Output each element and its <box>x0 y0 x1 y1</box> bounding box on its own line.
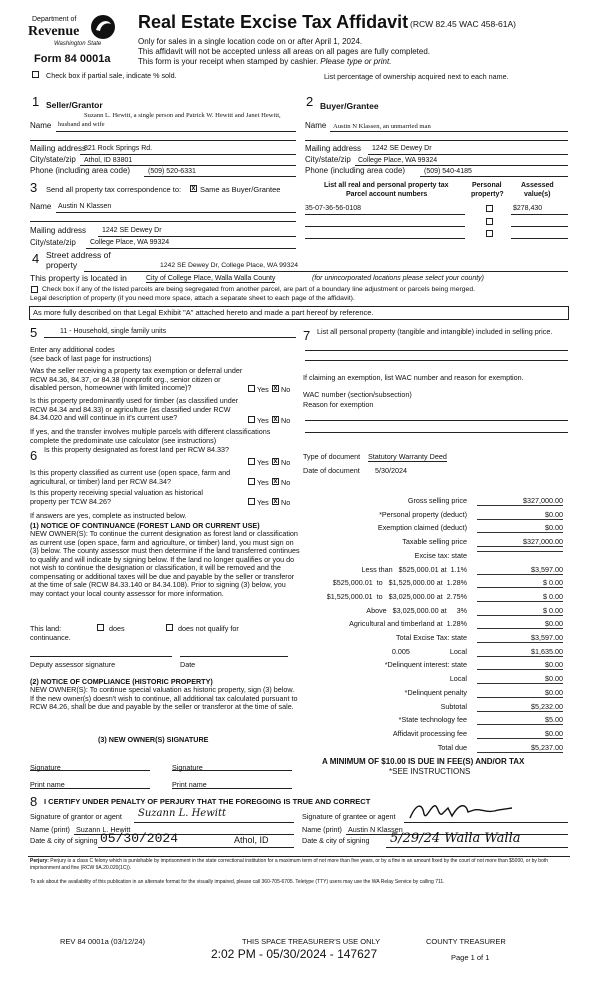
personal-header-1: Personal <box>472 182 502 189</box>
timber-question: Is this property predominantly used for timber (as classified under RCW 84.34 and 84.33) or agriculture (as classified under RCW 84.34.020 and will continue in it's current use? <box>30 396 239 422</box>
corr-mailing-label: Mailing address <box>30 226 87 235</box>
fee-label: Taxable selling price <box>402 537 467 547</box>
seller-city-value[interactable]: Athol, ID 83801 <box>84 157 133 164</box>
buyer-name-value[interactable]: Austin N Klassen, an unmarried man <box>333 123 431 130</box>
fee-row <box>305 551 563 563</box>
forest-yes-label: Yes <box>257 458 269 467</box>
current-use-question: Is this property classified as current use (open space, farm and agricultural, or timber) land per RCW 84.34? <box>30 468 231 486</box>
seller-mailing-value[interactable]: 821 Rock Springs Rd. <box>84 145 153 152</box>
header-note-2: This affidavit will not be accepted unless all areas on all pages are fully completed. <box>138 47 431 56</box>
fee-value[interactable]: $5.00 <box>477 715 563 725</box>
owner-signature-label-2: Signature <box>172 763 203 772</box>
fee-label: Subtotal <box>440 701 467 711</box>
same-as-buyer-label: Same as Buyer/Grantee <box>200 185 281 194</box>
section-3-number: 3 <box>30 180 38 195</box>
print-note: Please type or print. <box>320 57 392 66</box>
new-owner-signature-title: (3) NEW OWNER(S) SIGNATURE <box>98 735 209 744</box>
compliance-title: (2) NOTICE OF COMPLIANCE (HISTORIC PROPERTY) <box>30 677 213 686</box>
buyer-name-label: Name <box>305 121 327 130</box>
grantee-date-value[interactable]: 5/29/24 Walla Walla <box>390 831 521 846</box>
fee-label: Excise tax: state <box>414 550 467 560</box>
timber-no-checkbox[interactable]: x <box>273 416 278 423</box>
legal-description-label: Legal description of property (if you need more space, attach a separate sheet to each page of the affidavit). <box>30 295 355 302</box>
seller-phone-label: Phone (including area code) <box>30 166 131 175</box>
doc-type-value[interactable]: Statutory Warranty Deed <box>368 452 447 461</box>
fee-label: *Delinquent penalty <box>404 687 467 697</box>
doc-date-label: Date of document <box>303 466 360 475</box>
fee-row <box>305 660 563 672</box>
corr-name-value[interactable]: Austin N Klassen <box>58 203 112 210</box>
fee-value[interactable]: $1,635.00 <box>477 647 563 657</box>
current-use-no-checkbox[interactable]: x <box>273 478 278 485</box>
fee-row <box>305 523 563 535</box>
exemption-no-label: No <box>281 385 291 394</box>
parcel-header-1: List all real and personal property tax <box>324 182 449 189</box>
fee-value[interactable]: $5,232.00 <box>477 702 563 712</box>
deputy-signature-label: Deputy assessor signature <box>30 660 116 669</box>
grantee-date-label: Date & city of signing <box>302 836 370 845</box>
fee-value[interactable]: $0.00 <box>477 660 563 670</box>
fee-value[interactable]: $327,000.00 <box>477 537 563 547</box>
buyer-city-value[interactable]: College Place, WA 99324 <box>358 157 438 164</box>
street-address-value[interactable]: 1242 SE Dewey Dr, College Place, WA 99324 <box>160 262 299 269</box>
seller-phone-value[interactable]: (509) 520-6331 <box>148 168 196 175</box>
revision-label: REV 84 0001a (03/12/24) <box>60 937 146 946</box>
timber-yes-label: Yes <box>257 416 269 425</box>
exemption-question: Was the seller receiving a property tax exemption or deferral under RCW 84.36, 84.37, or 84.38 (nonprofit org., senior citizen or disabled person, homeowner with limited income)? <box>30 366 243 392</box>
additional-codes-label-1: Enter any additional codes <box>30 345 115 354</box>
fee-value[interactable]: $0.00 <box>477 674 563 684</box>
corr-mailing-value[interactable]: 1242 SE Dewey Dr <box>102 227 162 234</box>
buyer-city-label: City/state/zip <box>305 155 351 164</box>
same-as-buyer-checkbox[interactable]: x <box>191 185 196 192</box>
fee-label: Above $3,025,000.00 at 3% <box>366 605 467 615</box>
revenue-label: Revenue <box>28 24 80 39</box>
fee-value[interactable]: $5,237.00 <box>477 743 563 753</box>
buyer-title: Buyer/Grantee <box>320 101 379 111</box>
fee-row <box>305 565 563 577</box>
compliance-body: NEW OWNER(S): To continue special valuation as historic property, sign (3) below. If the new owner(s) doesn't wish to continue, all additional tax calculated pursuant to RCW 84.26, shall be due and payable by the seller or transferor at the time of sale. <box>30 685 298 711</box>
fee-value[interactable] <box>477 551 563 552</box>
owner-signature-label-1: Signature <box>30 763 61 772</box>
grantor-date-value[interactable]: 05/30/2024 <box>100 831 179 846</box>
fee-row <box>305 510 563 522</box>
grantee-name-label: Name (print) <box>302 825 342 834</box>
fee-row <box>305 578 563 590</box>
section-5-number: 5 <box>30 325 38 340</box>
grantee-signature-scribble[interactable] <box>408 800 518 822</box>
fee-row <box>305 743 563 755</box>
ownership-note: List percentage of ownership acquired next to each name. <box>324 72 509 81</box>
section-6-number: 6 <box>30 448 38 463</box>
fee-row <box>305 647 563 659</box>
located-note: (for unincorporated locations please select your county) <box>312 275 484 282</box>
historic-no-checkbox[interactable]: x <box>273 498 278 505</box>
fee-row <box>305 619 563 631</box>
fee-row <box>305 729 563 741</box>
fee-value[interactable]: $0.00 <box>477 619 563 629</box>
grantor-signature-value[interactable]: Suzann L. Hewitt <box>138 808 227 819</box>
reason-label: Reason for exemption <box>303 400 374 409</box>
fee-row <box>305 606 563 618</box>
seller-title: Seller/Grantor <box>46 100 103 110</box>
located-value[interactable]: City of College Place, Walla Walla County <box>146 275 276 282</box>
wac-label: WAC number (section/subsection) <box>303 390 412 399</box>
perjury-text: Perjury is a class C felony which is punishable by imprisonment in the state correctional institution for a maximum term of not more than five years, or by a fine in an amount fixed by the court of not more than $5000, or by both imprisonment and fine (RCW 9A.20.020(1C)). <box>30 858 549 871</box>
county-treasurer-label: COUNTY TREASURER <box>426 937 506 946</box>
this-land-label: This land: <box>30 624 62 633</box>
doc-date-value[interactable]: 5/30/2024 <box>375 466 407 475</box>
continuance-body: NEW OWNER(S): To continue the current designation as forest land or classification as current use (open space, farm and agriculture, or timber) land, you must sign on (3) below. The county assessor must then determine if the land transferred continues to qualify and will indicate by signing below. If the land no longer qualifies or you do not wish to continue the designation or classification, it will be removed and the compensating or additional taxes will be due and payable by the seller or transferor at the time of sale (RCW 84.33.140 or 84.34.108). Prior to signing (3) below, you may contact your local county assessor for more information. <box>30 529 300 598</box>
washington-state-label: Washington State <box>54 41 102 47</box>
grantor-signature-label: Signature of grantor or agent <box>30 812 122 821</box>
buyer-phone-value[interactable]: (509) 540-4185 <box>424 168 472 175</box>
legal-description-value: As more fully described on that Legal Exhibit "A" attached hereto and made a part hereof by reference. <box>33 308 374 317</box>
section-8-number: 8 <box>30 794 38 809</box>
buyer-mailing-label: Mailing address <box>305 144 362 153</box>
multiple-parcels-note: If yes, and the transfer involves multiple parcels with different classifications complete the predominate use calculator (see instructions) <box>30 427 271 445</box>
grantor-name-value[interactable]: Suzann L. Hewitt <box>76 825 131 834</box>
fee-row <box>305 592 563 604</box>
section-1-number: 1 <box>32 94 40 109</box>
continuance-label: continuance. <box>30 633 71 642</box>
fee-value[interactable]: $0.00 <box>477 729 563 739</box>
fee-label: *Delinquent interest: state <box>384 660 467 670</box>
fee-label: *State technology fee <box>398 715 467 725</box>
fee-label: Total Excise Tax: state <box>396 633 467 642</box>
fee-row <box>305 715 563 727</box>
grantee-signature-label: Signature of grantee or agent <box>302 812 396 821</box>
parcel-header-2: Parcel account numbers <box>346 191 428 198</box>
form-title: Real Estate Excise Tax Affidavit <box>138 12 409 32</box>
grantor-city-value[interactable]: Athol, ID <box>234 835 269 845</box>
current-use-yes-label: Yes <box>257 478 269 487</box>
current-use-no-label: No <box>281 478 291 487</box>
section-7-number: 7 <box>303 328 311 343</box>
section-4-number: 4 <box>32 251 40 266</box>
fee-value[interactable]: $0.00 <box>477 510 563 520</box>
grantee-name-value[interactable]: Austin N Klassen <box>348 825 403 834</box>
correspondence-label: Send all property tax correspondence to: <box>46 185 182 194</box>
exemption-claim-label: If claiming an exemption, list WAC number and reason for exemption. <box>303 373 524 382</box>
fee-label: Agricultural and timberland at 1.28% <box>349 619 467 629</box>
fee-label: $1,525,000.01 to $3,025,000.00 at 2.75% <box>326 591 467 601</box>
grantor-date-label: Date & city of signing <box>30 836 98 845</box>
fee-row <box>305 702 563 714</box>
fee-value[interactable]: $327,000.00 <box>477 496 563 506</box>
land-use-code[interactable]: 11 - Household, single family units <box>60 328 167 335</box>
certify-title: I CERTIFY UNDER PENALTY OF PERJURY THAT THE FOREGOING IS TRUE AND CORRECT <box>44 797 371 806</box>
fee-label: 0.005 Local <box>391 646 467 656</box>
buyer-mailing-value[interactable]: 1242 SE Dewey Dr <box>372 145 432 152</box>
fee-row <box>305 674 563 686</box>
seller-name-value-2[interactable]: husband and wife <box>58 121 105 128</box>
exemption-yes-label: Yes <box>257 385 269 394</box>
timber-no-label: No <box>281 416 291 425</box>
fee-label: Affidavit processing fee <box>392 728 467 738</box>
alt-format-note: To ask about the availability of this publication in an alternate format for the visually impaired, please call 360-705-6705. Teletype (TTY) users may use the WA Relay Service by calling 711. <box>30 879 445 885</box>
personal-property-label: List all personal property (tangible and intangible) included in selling price. <box>317 327 553 336</box>
fee-value[interactable]: $0.00 <box>477 688 563 698</box>
fee-label: Gross selling price <box>407 496 467 505</box>
page-indicator: Page 1 of 1 <box>451 953 490 962</box>
cashier-stamp: 2:02 PM - 05/30/2024 - 147627 <box>211 947 378 961</box>
fee-value[interactable]: $0.00 <box>477 523 563 533</box>
buyer-phone-label: Phone (including area code) <box>305 166 406 175</box>
exemption-no-checkbox[interactable]: x <box>273 385 278 392</box>
fee-value[interactable]: $3,597.00 <box>477 565 563 575</box>
street-label-2: property <box>46 260 78 270</box>
segregated-label: Check box if any of the listed parcels are being segregated from another parcel, are part of a boundary line adjustment or parcels being merged. <box>42 286 475 293</box>
parcel-number-1[interactable]: 35-07-36-56-0108 <box>305 205 362 212</box>
seller-city-label: City/state/zip <box>30 155 76 164</box>
fee-row <box>305 688 563 700</box>
does-label: does <box>109 624 125 633</box>
partial-sale-label: Check box if partial sale, indicate % sold. <box>46 71 177 80</box>
fee-value[interactable]: $3,597.00 <box>477 633 563 643</box>
corr-name-label: Name <box>30 202 52 211</box>
corr-city-label: City/state/zip <box>30 238 76 247</box>
grantor-name-label: Name (print) <box>30 825 70 834</box>
seller-name-label: Name <box>30 121 52 130</box>
assessed-header-1: Assessed <box>521 182 554 189</box>
see-instructions-note: *SEE INSTRUCTIONS <box>389 767 471 776</box>
if-yes-note: If answers are yes, complete as instructed below. <box>30 511 187 520</box>
rcw-reference: (RCW 82.45 WAC 458-61A) <box>410 19 516 29</box>
personal-header-2: property? <box>471 191 504 198</box>
historic-yes-label: Yes <box>257 498 269 507</box>
fee-label: Less than $525,000.01 at 1.1% <box>361 564 467 574</box>
fee-row <box>305 537 563 549</box>
seller-mailing-label: Mailing address <box>30 144 87 153</box>
perjury-label: Perjury: <box>30 858 49 864</box>
additional-codes-label-2: (see back of last page for instructions) <box>30 354 152 363</box>
located-label: This property is located in <box>30 273 127 283</box>
owner-print-label-2: Print name <box>172 780 207 789</box>
forest-no-checkbox[interactable]: x <box>273 458 278 465</box>
section-2-number: 2 <box>306 94 314 109</box>
fee-label: $525,000.01 to $1,525,000.00 at 1.28% <box>332 578 467 588</box>
doc-type-label: Type of document <box>303 452 361 461</box>
form-number: Form 84 0001a <box>34 53 111 65</box>
fee-label: Local <box>449 674 467 684</box>
deputy-date-label: Date <box>180 660 196 669</box>
perjury-block <box>30 858 568 871</box>
receipt-note: This form is your receipt when stamped by cashier. <box>138 57 321 66</box>
fee-label: Exemption claimed (deduct) <box>377 523 467 533</box>
assessed-value-1[interactable]: $278,430 <box>513 205 543 212</box>
minimum-fee-note: A MINIMUM OF $10.00 IS DUE IN FEE(S) AND/OR TAX <box>322 757 525 766</box>
header-note-1: Only for sales in a single location code on or after April 1, 2024. <box>138 37 363 46</box>
seller-name-value-1: Suzann L. Hewitt, a single person and Patrick W. Hewitt and Janet Hewitt, <box>84 112 281 119</box>
fee-row <box>305 496 563 508</box>
treasurer-use-label: THIS SPACE TREASURER'S USE ONLY <box>242 937 381 946</box>
corr-city-value[interactable]: College Place, WA 99324 <box>90 239 170 246</box>
street-label-1: Street address of <box>46 250 111 260</box>
fee-label: Total due <box>437 742 467 752</box>
forest-no-label: No <box>281 458 291 467</box>
historic-no-label: No <box>281 498 291 507</box>
historic-question: Is this property receiving special valuation as historical property per TCW 84.26? <box>30 488 203 506</box>
fee-value[interactable]: $ 0.00 <box>477 578 563 588</box>
fee-value[interactable]: $ 0.00 <box>477 592 563 602</box>
owner-print-label-1: Print name <box>30 780 65 789</box>
dept-of-label: Department of <box>32 16 77 23</box>
continuance-title: (1) NOTICE OF CONTINUANCE (FOREST LAND OR CURRENT USE) <box>30 521 260 530</box>
fee-row <box>305 633 563 645</box>
fee-label: *Personal property (deduct) <box>379 509 467 519</box>
forest-question: Is this property designated as forest land per RCW 84.33? <box>44 445 229 454</box>
fee-value[interactable]: $ 0.00 <box>477 606 563 616</box>
does-not-label: does not qualify for <box>178 624 239 633</box>
assessed-header-2: value(s) <box>524 191 551 198</box>
